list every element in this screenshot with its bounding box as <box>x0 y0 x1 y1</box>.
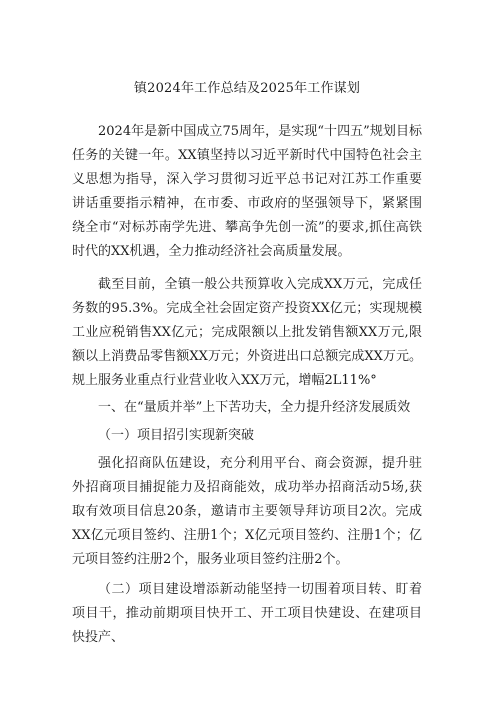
subsection-2-body: （二）项目建设增添新动能坚持一切围着项目转、盯着项目干，推动前期项目快开工、开工项目快建设、在建项目快投产、 <box>72 582 422 645</box>
section-heading-1: 一、在“量质并举”上下苦功夫，全力提升经济发展质效 <box>98 400 411 415</box>
document-title: 镇2024年工作总结及2025年工作谋划 <box>133 81 361 96</box>
subsection-1-body: 强化招商队伍建设，充分利用平台、商会资源，提升驻外招商项目捕捉能力及招商能效，成功举办招商活动5场,获取有效项目信息20条，邀请市主要领导拜访项目2次。完成XX亿元项目签约、注册1个；X亿元项目签约、注册1个；亿元项目签约注册2个，服务业项目签约注册2个。 <box>72 456 422 567</box>
stats-paragraph: 截至目前，全镇一般公共预算收入完成XX万元，完成任务数的95.3%。完成全社会固定资产投资XX亿元；实现规模工业应税销售XX亿元；完成限额以上批发销售额XX万元,限额以上消费品零售额XX万元；外资进出口总额完成XX万元。规上服务业重点行业营业收入XX万元，增幅2L11%° <box>72 277 422 388</box>
intro-paragraph: 2024年是新中国成立75周年，是实现“十四五”规划目标任务的关键一年。XX镇坚持以习近平新时代中国特色社会主义思想为指导，深入学习贯彻习近平总书记对江苏工作重要讲话重要指示精神，在市委、市政府的坚强领导下，紧紧围绕全市“对标苏南学先进、攀高争先创一流”的要求,抓住高铁时代的XX机遇，全力推动经济社会高质量发展。 <box>72 124 422 259</box>
subsection-heading-1: （一）项目招引实现新突破 <box>98 428 255 443</box>
